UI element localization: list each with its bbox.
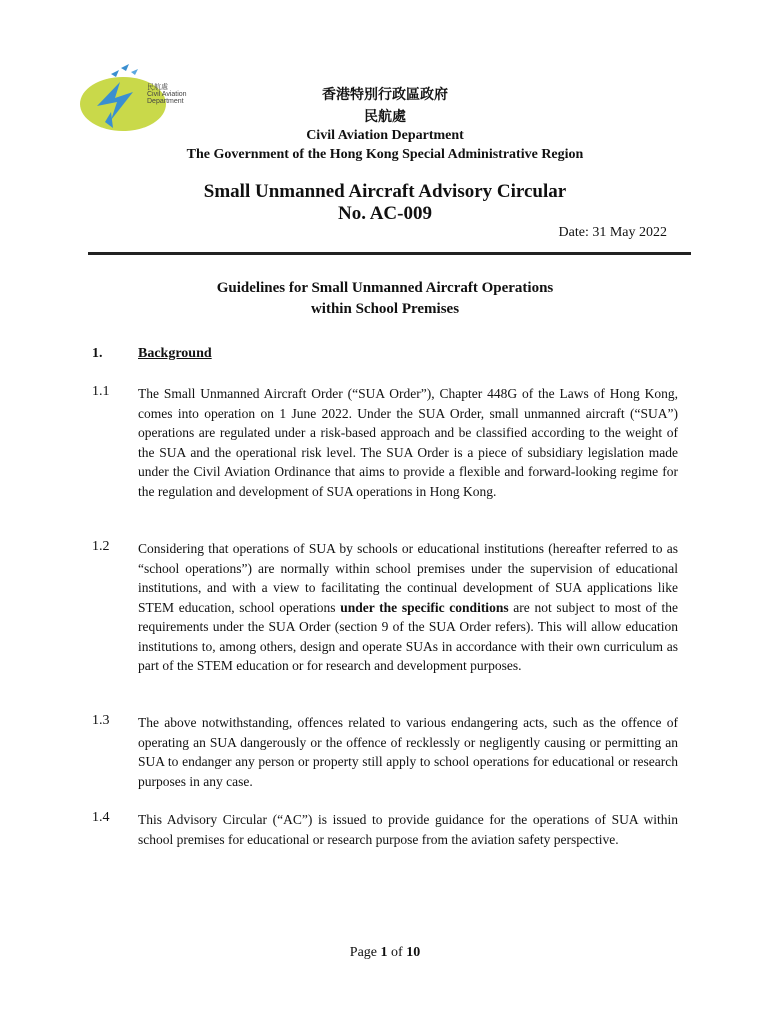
- circular-title: Small Unmanned Aircraft Advisory Circular: [203, 181, 567, 202]
- logo-text-line: Department: [147, 98, 184, 105]
- paragraph-text-part: are not subject to most of the requirements under the SUA Order (section 9 of the SUA Order refers). This will allow education institutions to, among others, design and operate SUAs in accordance with their own curriculum as part of the STEM education or for research and development purposes.: [138, 599, 679, 673]
- document-subtitle: [0, 278, 770, 320]
- paragraph-text: The Small Unmanned Aircraft Order (“SUA Order”), Chapter 448G of the Laws of Hong Kong, comes into operation on 1 June 2022. Under the SUA Order, small unmanned aircraft (“SUA”) operations are regulated under a risk-based approach and be classified according to the weight of the SUA and the operational risk level. The SUA Order is a piece of subsidiary legislation made under the Civil Aviation Ordinance that aims to provide a flexible and forward-looking regime for the regulation and development of SUA operations in Hong Kong.: [138, 386, 678, 499]
- subtitle-line: within School Premises: [310, 301, 460, 317]
- page-label: Page: [349, 945, 381, 960]
- paragraph-text-emphasis: under the specific conditions: [340, 599, 509, 615]
- section-number: 1.: [92, 346, 103, 361]
- section-heading: Background: [138, 346, 212, 361]
- logo-text-line: Civil Aviation: [147, 91, 187, 98]
- circular-date: Date: 31 May 2022: [558, 225, 667, 240]
- paragraph-text: This Advisory Circular (“AC”) is issued to provide guidance for the operations of SUA within school premises for educational or research purpose from the aviation safety perspective.: [138, 812, 678, 847]
- department-name-cn: 民航處: [364, 109, 406, 125]
- department-name-en: Civil Aviation Department: [306, 128, 464, 143]
- paragraph-number: 1.3: [92, 713, 110, 728]
- page-total: 10: [406, 945, 421, 960]
- government-name-cn: 香港特別行政區政府: [322, 87, 448, 103]
- paragraph-number: 1.1: [92, 384, 110, 399]
- page-footer: [0, 945, 770, 961]
- paragraph-text: [138, 539, 678, 676]
- paragraph-number: 1.4: [92, 810, 110, 825]
- government-name-en: The Government of the Hong Kong Special Administrative Region: [186, 147, 584, 162]
- paragraph-text-part: Considering that operations of SUA by schools or educational institutions (hereafter referred to as “school operations”) are normally within school premises under the supervision of educational institutions, and with a view to facilitating the continual development of SUA applications like STEM education, school operations: [138, 541, 678, 615]
- paragraph-number: 1.2: [92, 539, 110, 554]
- header-divider: [88, 252, 691, 255]
- page-of: of: [387, 945, 407, 960]
- subtitle-line: Guidelines for Small Unmanned Aircraft Operations: [216, 280, 554, 296]
- paragraph-text: The above notwithstanding, offences related to various endangering acts, such as the offence of operating an SUA dangerously or the offence of recklessly or negligently causing or permitting an SUA to endanger any person or property still apply to school operations for educational or research purposes in any case.: [138, 715, 678, 789]
- logo-text-line: 民航處: [147, 84, 168, 91]
- page-current: 1: [380, 945, 388, 960]
- circular-number: No. AC-009: [338, 203, 432, 224]
